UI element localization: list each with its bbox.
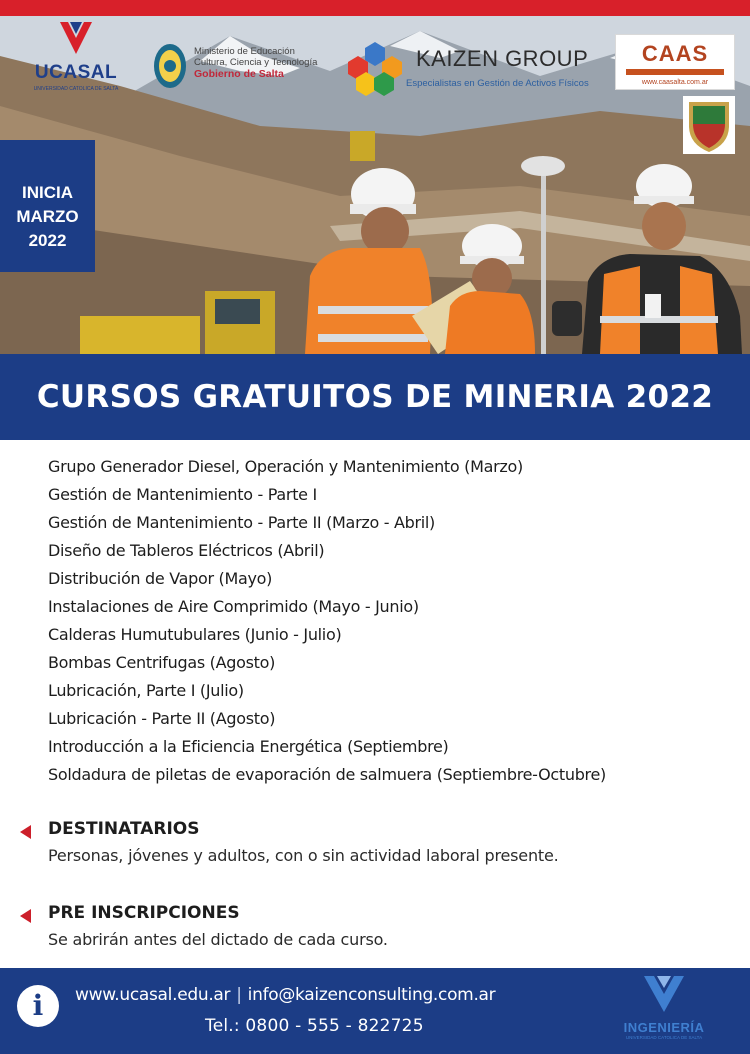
title-band — [0, 354, 750, 440]
footer — [0, 968, 750, 1054]
preinscripciones-section — [0, 903, 750, 963]
ministerio-line-2: Cultura, Ciencia y Tecnología — [194, 57, 318, 68]
caas-url: www.caasalta.com.ar — [641, 79, 709, 86]
contact-separator: | — [236, 985, 242, 1005]
arrow-left-icon — [20, 909, 31, 923]
course-item: Lubricación - Parte II (Agosto) — [48, 709, 276, 728]
course-item: Distribución de Vapor (Mayo) — [48, 569, 273, 588]
course-item: Introducción a la Eficiencia Energética (Septiembre) — [48, 737, 449, 756]
badge-line-3: 2022 — [28, 231, 67, 250]
course-item: Grupo Generador Diesel, Operación y Mantenimiento (Marzo) — [48, 457, 523, 476]
ingenieria-logo — [612, 974, 716, 1048]
course-item: Soldadura de piletas de evaporación de salmuera (Septiembre-Octubre) — [48, 765, 606, 784]
arrow-left-icon — [20, 825, 31, 839]
ucasal-logo — [24, 18, 128, 118]
course-item: Calderas Humutubulares (Junio - Julio) — [48, 625, 342, 644]
preinscripciones-text: Se abrirán antes del dictado de cada curso. — [48, 930, 388, 949]
ucasal-emblem-icon — [56, 18, 96, 58]
course-item: Lubricación, Parte I (Julio) — [48, 681, 244, 700]
course-item: Diseño de Tableros Eléctricos (Abril) — [48, 541, 325, 560]
shield-crest-icon — [683, 96, 735, 154]
ministerio-logo — [152, 42, 342, 92]
ministerio-line-1: Ministerio de Educación — [194, 46, 295, 57]
kaizen-tagline: Especialistas en Gestión de Activos Físicos — [406, 78, 589, 89]
salta-seal-icon — [152, 42, 188, 90]
caas-logo — [615, 34, 735, 90]
course-item: Gestión de Mantenimiento - Parte II (Marzo - Abril) — [48, 513, 435, 532]
preinscripciones-heading: PRE INSCRIPCIONES — [48, 903, 240, 923]
top-red-stripe — [0, 0, 750, 16]
course-item: Gestión de Mantenimiento - Parte I — [48, 485, 317, 504]
caas-bar — [626, 69, 724, 75]
contact-line — [75, 985, 495, 1005]
destinatarios-text: Personas, jóvenes y adultos, con o sin actividad laboral presente. — [48, 846, 559, 865]
page-title: CURSOS GRATUITOS DE MINERIA 2022 — [36, 379, 714, 415]
gobierno-salta: Gobierno de Salta — [194, 68, 284, 80]
destinatarios-heading: DESTINATARIOS — [48, 819, 200, 839]
website-link[interactable]: www.ucasal.edu.ar — [75, 985, 231, 1005]
kaizen-name: KAIZEN GROUP — [416, 46, 589, 71]
ingenieria-name: INGENIERÍA — [623, 1020, 705, 1035]
destinatarios-section — [0, 819, 750, 879]
kaizen-hexagons-icon — [344, 40, 406, 96]
ingenieria-subtitle: UNIVERSIDAD CATOLICA DE SALTA — [625, 1035, 703, 1040]
badge-line-2: MARZO — [16, 207, 79, 226]
ucasal-subtitle: UNIVERSIDAD CATOLICA DE SALTA — [33, 86, 119, 92]
course-item: Bombas Centrifugas (Agosto) — [48, 653, 276, 672]
ucasal-name: UCASAL — [34, 62, 118, 83]
phone-number: Tel.: 0800 - 555 - 822725 — [205, 1016, 424, 1036]
email-link[interactable]: info@kaizenconsulting.com.ar — [247, 985, 496, 1005]
ingenieria-emblem-icon — [641, 974, 687, 1014]
info-icon: i — [17, 985, 59, 1027]
start-date-badge — [0, 140, 95, 272]
kaizen-logo — [344, 40, 614, 100]
caas-name: CAAS — [641, 41, 709, 66]
badge-line-1: INICIA — [22, 183, 73, 202]
course-list — [48, 453, 738, 789]
course-item: Instalaciones de Aire Comprimido (Mayo - Junio) — [48, 597, 419, 616]
